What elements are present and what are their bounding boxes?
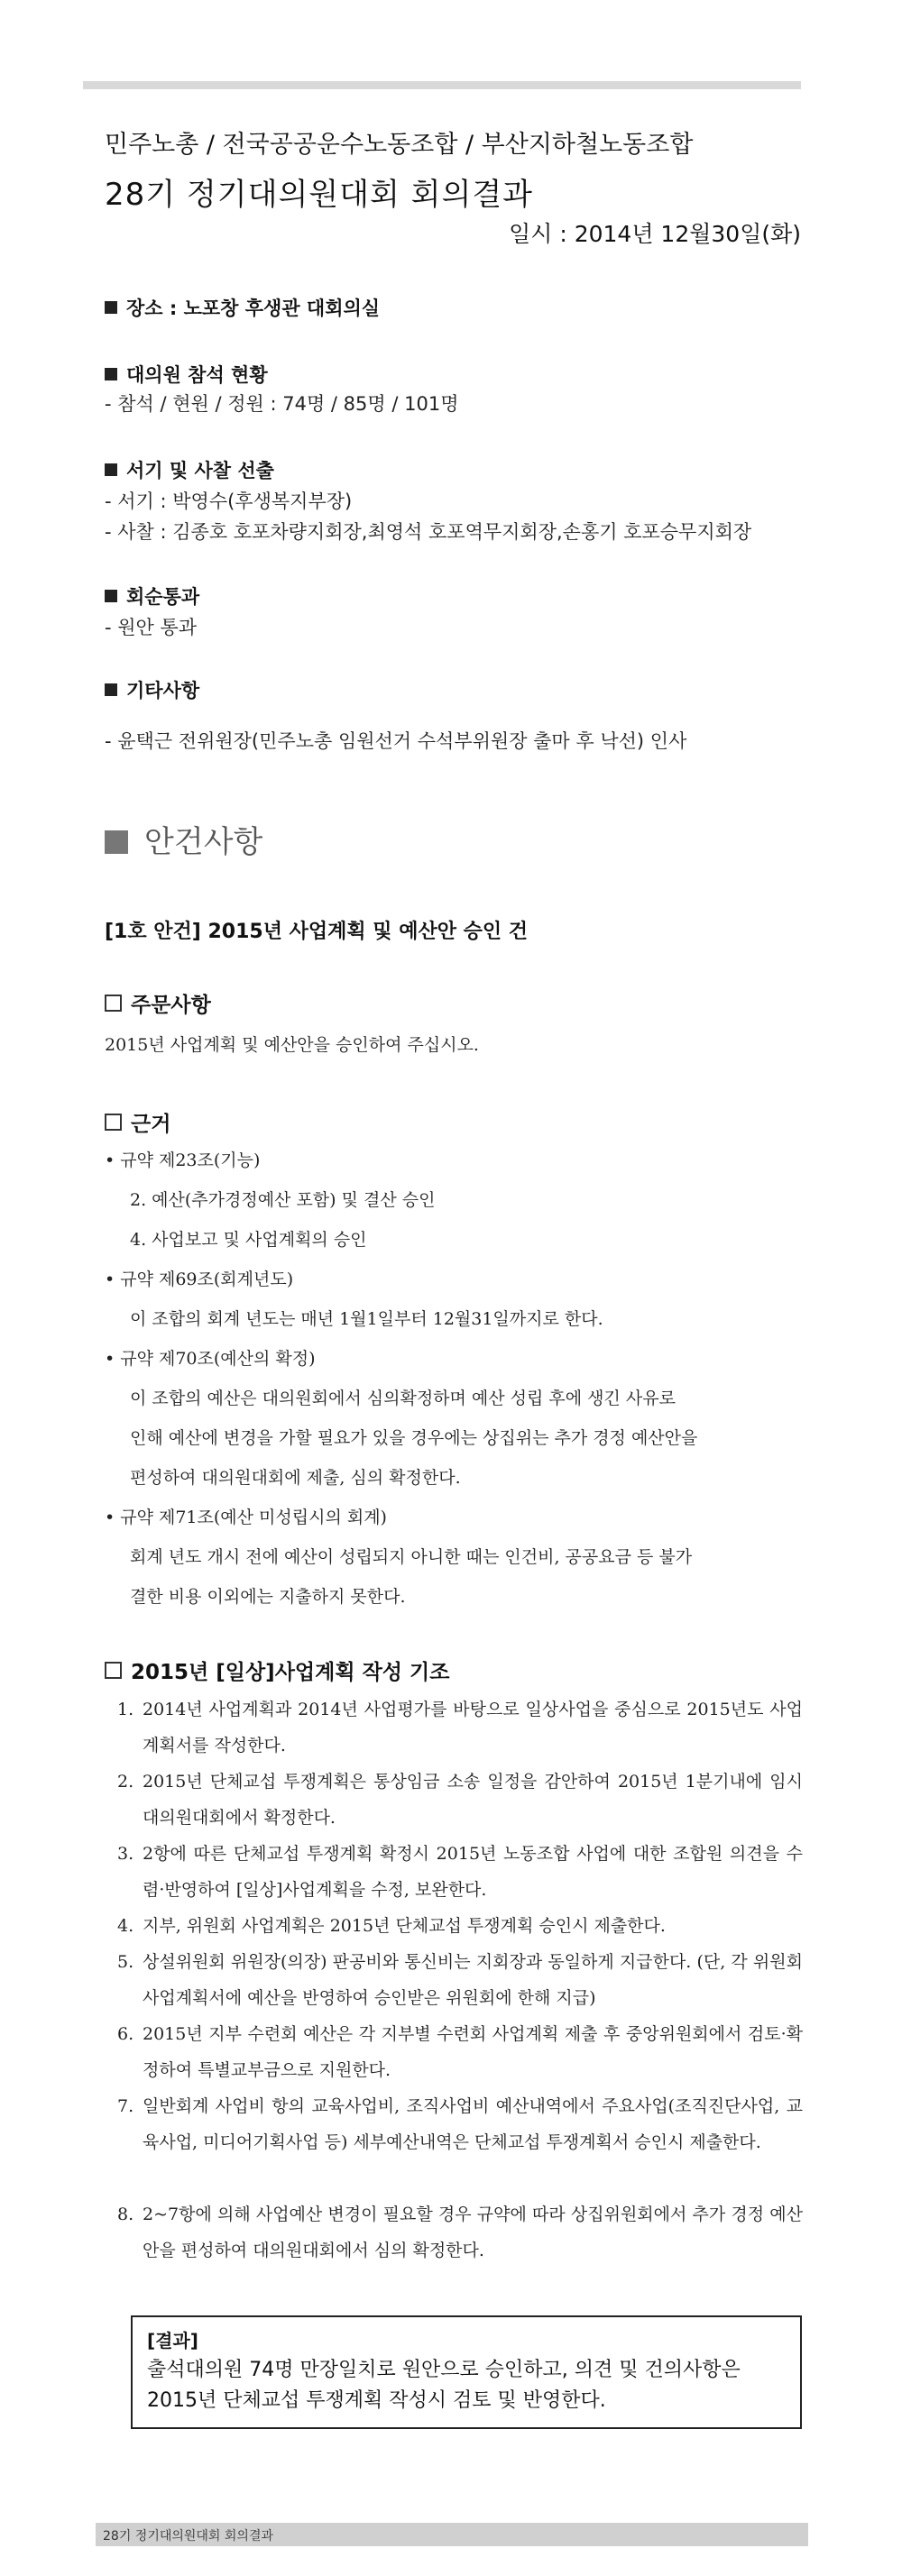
plan-item-text: 2015년 단체교섭 투쟁계획은 통상임금 소송 일정을 감안하여 2015년 1분기내에 임시 대의원대회에서 확정한다.: [143, 1772, 803, 1828]
proceed-heading: [105, 582, 199, 610]
plan-item-text: 상설위원회 위원장(의장) 판공비와 통신비는 지회장과 동일하게 지급한다. (단, 각 위원회 사업계획서에 예산을 반영하여 승인받은 위원회에 한해 지급): [143, 1952, 803, 2008]
basis-line: 편성하여 대의원대회에 제출, 심의 확정한다.: [130, 1468, 461, 1488]
basis-heading-text: 근거: [131, 1113, 171, 1136]
checkbox-square-icon: [105, 995, 122, 1012]
plan-item-number: 8.: [117, 2205, 134, 2224]
misc-heading-text: 기타사항: [126, 680, 200, 701]
plan-item-number: 1.: [117, 1700, 134, 1719]
plan-item-number: 2.: [117, 1772, 134, 1792]
basis-line: 이 조합의 예산은 대의원회에서 심의확정하며 예산 성립 후에 생긴 사유로: [130, 1389, 676, 1408]
meeting-date: 일시 : 2014년 12월30일(화): [509, 221, 801, 247]
inspectors-text: - 사찰 : 김종호 호포차량지회장,최영석 호포역무지회장,손홍기 호포승무지회장: [105, 521, 752, 543]
plan-list-item: [117, 2196, 803, 2269]
attendance-heading-text: 대의원 참석 현황: [126, 364, 268, 386]
result-text: 출석대의원 74명 만장일치로 원안으로 승인하고, 의견 및 건의사항은 2015년 단체교섭 투쟁계획 작성시 검토 및 반영한다.: [147, 2359, 741, 2412]
basis-line: • 규약 제71조(예산 미성립시의 회계): [105, 1508, 387, 1527]
square-bullet-icon: [105, 590, 117, 602]
footer-bar: [96, 2523, 808, 2546]
plan-item-text: 2015년 지부 수련회 예산은 각 지부별 수련회 사업계획 제출 후 중앙위원회에서 검토·확정하여 특별교부금으로 지원한다.: [143, 2024, 803, 2080]
agenda-heading: [105, 817, 262, 861]
plan-item-text: 2항에 따른 단체교섭 투쟁계획 확정시 2015년 노동조합 사업에 대한 조합원 의견을 수렴·반영하여 [일상]사업계획을 수정, 보완한다.: [143, 1844, 803, 1900]
plan-heading-text: 2015년 [일상]사업계획 작성 기조: [131, 1661, 450, 1684]
basis-heading: [105, 1107, 170, 1137]
square-bullet-icon: [105, 301, 117, 314]
plan-list-item: [117, 2016, 803, 2088]
footer-text: 28기 정기대의원대회 회의결과: [103, 2529, 274, 2544]
plan-item-number: 6.: [117, 2024, 134, 2044]
venue-text: 장소 : 노포창 후생관 대회의실: [126, 298, 381, 319]
square-bullet-icon: [105, 463, 117, 476]
plan-list-item: [117, 1764, 803, 1836]
attendance-text: - 참석 / 현원 / 정원 : 74명 / 85명 / 101명: [105, 393, 459, 415]
square-bullet-icon: [105, 683, 117, 696]
proceed-text: - 원안 통과: [105, 617, 198, 638]
plan-item-number: 5.: [117, 1952, 134, 1972]
officers-heading: [105, 456, 274, 483]
checkbox-square-icon: [105, 1662, 122, 1679]
plan-item-number: 7.: [117, 2096, 134, 2116]
agenda-heading-text: 안건사항: [144, 824, 263, 860]
plan-item-text: 2~7항에 의해 사업예산 변경이 필요할 경우 규약에 따라 상집위원회에서 추가 경정 예산안을 편성하여 대의원대회에서 심의 확정한다.: [143, 2205, 803, 2260]
plan-list-item: [117, 1908, 803, 1944]
motion-heading: [105, 988, 211, 1018]
plan-item-number: 4.: [117, 1916, 134, 1936]
basis-line: 이 조합의 회계 년도는 매년 1월1일부터 12월31일까지로 한다.: [130, 1309, 603, 1329]
officers-heading-text: 서기 및 사찰 선출: [126, 460, 274, 481]
basis-line: 4. 사업보고 및 사업계획의 승인: [130, 1230, 367, 1250]
basis-line: • 규약 제70조(예산의 확정): [105, 1349, 316, 1369]
document-title: 28기 정기대의원대회 회의결과: [105, 177, 534, 213]
motion-text: 2015년 사업계획 및 예산안을 승인하여 주십시오.: [105, 1035, 479, 1055]
square-bullet-icon: [105, 368, 117, 380]
basis-line: • 규약 제69조(회계년도): [105, 1270, 294, 1289]
plan-item-text: 2014년 사업계획과 2014년 사업평가를 바탕으로 일상사업을 중심으로 2015년도 사업계획서를 작성한다.: [143, 1700, 803, 1756]
venue-heading: [105, 294, 380, 321]
plan-item-number: 3.: [117, 1844, 134, 1864]
plan-heading: [105, 1655, 449, 1685]
misc-text: - 윤택근 전위원장(민주노총 임원선거 수석부위원장 출마 후 낙선) 인사: [105, 730, 687, 752]
plan-item-text: 지부, 위원회 사업계획은 2015년 단체교섭 투쟁계획 승인시 제출한다.: [143, 1916, 666, 1936]
result-box: [131, 2315, 802, 2429]
proceed-heading-text: 회순통과: [126, 586, 200, 608]
motion-heading-text: 주문사항: [131, 994, 211, 1017]
result-label: [결과]: [147, 2330, 198, 2351]
organization-line: 민주노총 / 전국공공운수노동조합 / 부산지하철노동조합: [105, 131, 694, 159]
agenda-item-title: [1호 안건] 2015년 사업계획 및 예산안 승인 건: [105, 921, 529, 943]
plan-list-item: [117, 1836, 803, 1908]
clerk-text: - 서기 : 박영수(후생복지부장): [105, 490, 353, 512]
checkbox-square-icon: [105, 1114, 122, 1131]
basis-line: 인해 예산에 변경을 가할 필요가 있을 경우에는 상집위는 추가 경정 예산안을: [130, 1428, 698, 1448]
basis-line: 결한 비용 이외에는 지출하지 못한다.: [130, 1587, 406, 1607]
plan-list-item: [117, 1691, 803, 1764]
square-bullet-icon: [105, 830, 128, 854]
top-rule: [83, 81, 801, 89]
plan-list-item: [117, 1944, 803, 2016]
misc-heading: [105, 676, 199, 703]
basis-line: 회계 년도 개시 전에 예산이 성립되지 아니한 때는 인건비, 공공요금 등 불가: [130, 1547, 693, 1567]
plan-item-text: 일반회계 사업비 항의 교육사업비, 조직사업비 예산내역에서 주요사업(조직진단사업, 교육사업, 미디어기획사업 등) 세부예산내역은 단체교섭 투쟁계획서 승인시 제출한다.: [143, 2096, 803, 2152]
attendance-heading: [105, 361, 268, 388]
plan-list-item: [117, 2088, 803, 2160]
basis-line: 2. 예산(추가경정예산 포함) 및 결산 승인: [130, 1190, 436, 1210]
basis-line: • 규약 제23조(기능): [105, 1150, 261, 1170]
